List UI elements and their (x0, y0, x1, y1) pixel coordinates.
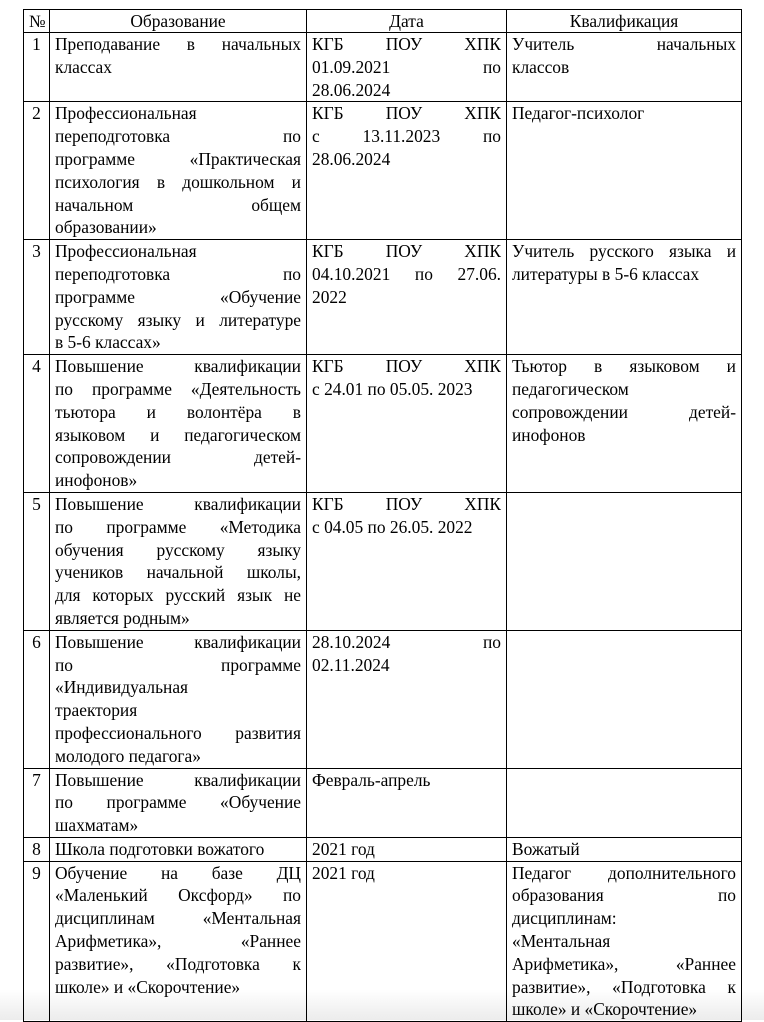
row-number: 8 (24, 837, 50, 861)
date-line: с 04.05 по 26.05. 2022 (312, 516, 473, 537)
date-line: 2022 (312, 286, 347, 307)
date-line: с 13.11.2023 по (312, 126, 501, 147)
date-line: 04.10.2021 по 27.06. (312, 263, 501, 284)
education-line: языковом и педагогическом (55, 424, 301, 445)
cell-qualification (507, 837, 742, 861)
header-qualification: Квалификация (507, 10, 742, 33)
cell-qualification (507, 102, 742, 240)
education-line: является родным» (55, 607, 190, 628)
education-line: по программе «Обучение (55, 792, 301, 813)
education-line: Повышение квалификации (55, 769, 301, 790)
table-row (24, 630, 742, 768)
qualification-line: Арифметика», «Раннее (512, 953, 736, 974)
education-line: программе «Обучение (55, 286, 301, 307)
cell-date (307, 33, 507, 102)
education-line: тьютора и волонтёра в (55, 401, 301, 422)
education-line: психология в дошкольном и (55, 171, 301, 192)
row-number: 1 (24, 33, 50, 102)
date-line: Февраль-апрель (312, 769, 431, 790)
cell-education (50, 861, 307, 1022)
education-line: обучения русскому языку (55, 539, 301, 560)
education-line: по программе «Деятельность (55, 378, 301, 399)
row-number: 3 (24, 240, 50, 355)
table-row (24, 492, 742, 630)
date-line: с 24.01 по 05.05. 2023 (312, 378, 473, 399)
header-date: Дата (307, 10, 507, 33)
table-row (24, 861, 742, 1022)
cell-date (307, 492, 507, 630)
education-line: Повышение квалификации (55, 631, 301, 652)
qualification-line: литературы в 5-6 классах (512, 263, 700, 284)
date-line: КГБ ПОУ ХПК (312, 493, 501, 514)
qualification-line: педагогическом (512, 378, 629, 399)
education-line: дисциплинам «Ментальная (55, 908, 301, 929)
table-row (24, 33, 742, 102)
cell-date (307, 355, 507, 493)
qualification-line: сопровождении детей- (512, 401, 736, 422)
education-line: развитие», «Подготовка к (55, 953, 301, 974)
table-row (24, 355, 742, 493)
cell-qualification (507, 630, 742, 768)
education-line: Арифметика», «Раннее (55, 931, 301, 952)
qualification-line: Учитель русского языка и (512, 241, 736, 262)
cell-qualification (507, 768, 742, 837)
education-line: начальном общем (55, 194, 301, 215)
date-line: 28.06.2024 (312, 148, 391, 169)
table-row (24, 240, 742, 355)
education-line: Повышение квалификации (55, 356, 301, 377)
table-row (24, 102, 742, 240)
date-line: 2021 год (312, 862, 375, 883)
date-line: 01.09.2021 по (312, 56, 501, 77)
education-line: «Маленький Оксфорд» по (55, 885, 301, 906)
cell-education (50, 492, 307, 630)
education-line: переподготовка по (55, 126, 301, 147)
cell-education (50, 630, 307, 768)
qualification-line: инофонов (512, 424, 586, 445)
qualification-line: образования по (512, 885, 736, 906)
education-line: «Индивидуальная (55, 677, 189, 698)
cell-date (307, 837, 507, 861)
education-line: для которых русский язык не (55, 585, 301, 606)
education-line: переподготовка по (55, 263, 301, 284)
row-number: 2 (24, 102, 50, 240)
cell-qualification (507, 240, 742, 355)
cell-date (307, 630, 507, 768)
cell-date (307, 102, 507, 240)
education-table (23, 9, 742, 1022)
table-body (24, 33, 742, 1022)
education-line: в 5-6 классах» (55, 332, 161, 353)
education-line: профессионального развития (55, 722, 301, 743)
education-line: инофонов» (55, 470, 138, 491)
education-line: Школа подготовки вожатого (55, 838, 265, 859)
education-line: учеников начальной школы, (55, 562, 301, 583)
cell-qualification (507, 355, 742, 493)
row-number: 7 (24, 768, 50, 837)
row-number: 4 (24, 355, 50, 493)
education-line: Профессиональная (55, 103, 197, 124)
date-line: КГБ ПОУ ХПК (312, 356, 501, 377)
qualification-line: классов (512, 56, 570, 77)
cell-education (50, 355, 307, 493)
qualification-line: школе» и «Скорочтение» (512, 999, 698, 1020)
education-line: траектория (55, 700, 138, 721)
education-line: молодого педагога» (55, 745, 201, 766)
cell-education (50, 768, 307, 837)
date-line: КГБ ПОУ ХПК (312, 34, 501, 54)
education-line: классах (55, 56, 112, 77)
cell-date (307, 240, 507, 355)
cell-education (50, 240, 307, 355)
education-line: русскому языку и литературе (55, 309, 301, 330)
qualification-line: Тьютор в языковом и (512, 356, 736, 377)
cell-education (50, 33, 307, 102)
date-line: КГБ ПОУ ХПК (312, 241, 501, 262)
qualification-line: Педагог-психолог (512, 103, 645, 124)
cell-date (307, 861, 507, 1022)
row-number: 5 (24, 492, 50, 630)
qualification-line: Педагог дополнительного (512, 862, 736, 883)
qualification-line: Учитель начальных (512, 34, 736, 54)
education-line: сопровождении детей- (55, 447, 301, 468)
qualification-line: Вожатый (512, 838, 580, 859)
education-line: Профессиональная (55, 241, 197, 262)
education-line: шахматам» (55, 815, 139, 836)
date-line: 28.10.2024 по (312, 631, 501, 652)
education-line: программе «Практическая (55, 148, 301, 169)
education-line: Преподавание в начальных (55, 34, 301, 54)
cell-education (50, 837, 307, 861)
education-line: образовании» (55, 217, 157, 238)
cell-qualification (507, 33, 742, 102)
cell-qualification (507, 492, 742, 630)
row-number: 9 (24, 861, 50, 1022)
qualification-line: развитие», «Подготовка к (512, 976, 736, 997)
education-line: школе» и «Скорочтение» (55, 976, 241, 997)
education-line: Повышение квалификации (55, 493, 301, 514)
cell-education (50, 102, 307, 240)
education-line: по программе «Методика (55, 516, 301, 537)
date-line: 02.11.2024 (312, 654, 390, 675)
qualification-line: «Ментальная (512, 931, 611, 952)
date-line: 2021 год (312, 838, 375, 859)
qualification-line: дисциплинам: (512, 908, 617, 929)
date-line: 28.06.2024 (312, 79, 391, 100)
cell-date (307, 768, 507, 837)
header-education: Образование (50, 10, 307, 33)
header-num: № (24, 10, 50, 33)
table-row (24, 768, 742, 837)
row-number: 6 (24, 630, 50, 768)
table-row (24, 837, 742, 861)
education-line: по программе (55, 654, 301, 675)
table-header-row (24, 10, 742, 33)
cell-qualification (507, 861, 742, 1022)
date-line: КГБ ПОУ ХПК (312, 103, 501, 124)
education-line: Обучение на базе ДЦ (55, 862, 301, 883)
